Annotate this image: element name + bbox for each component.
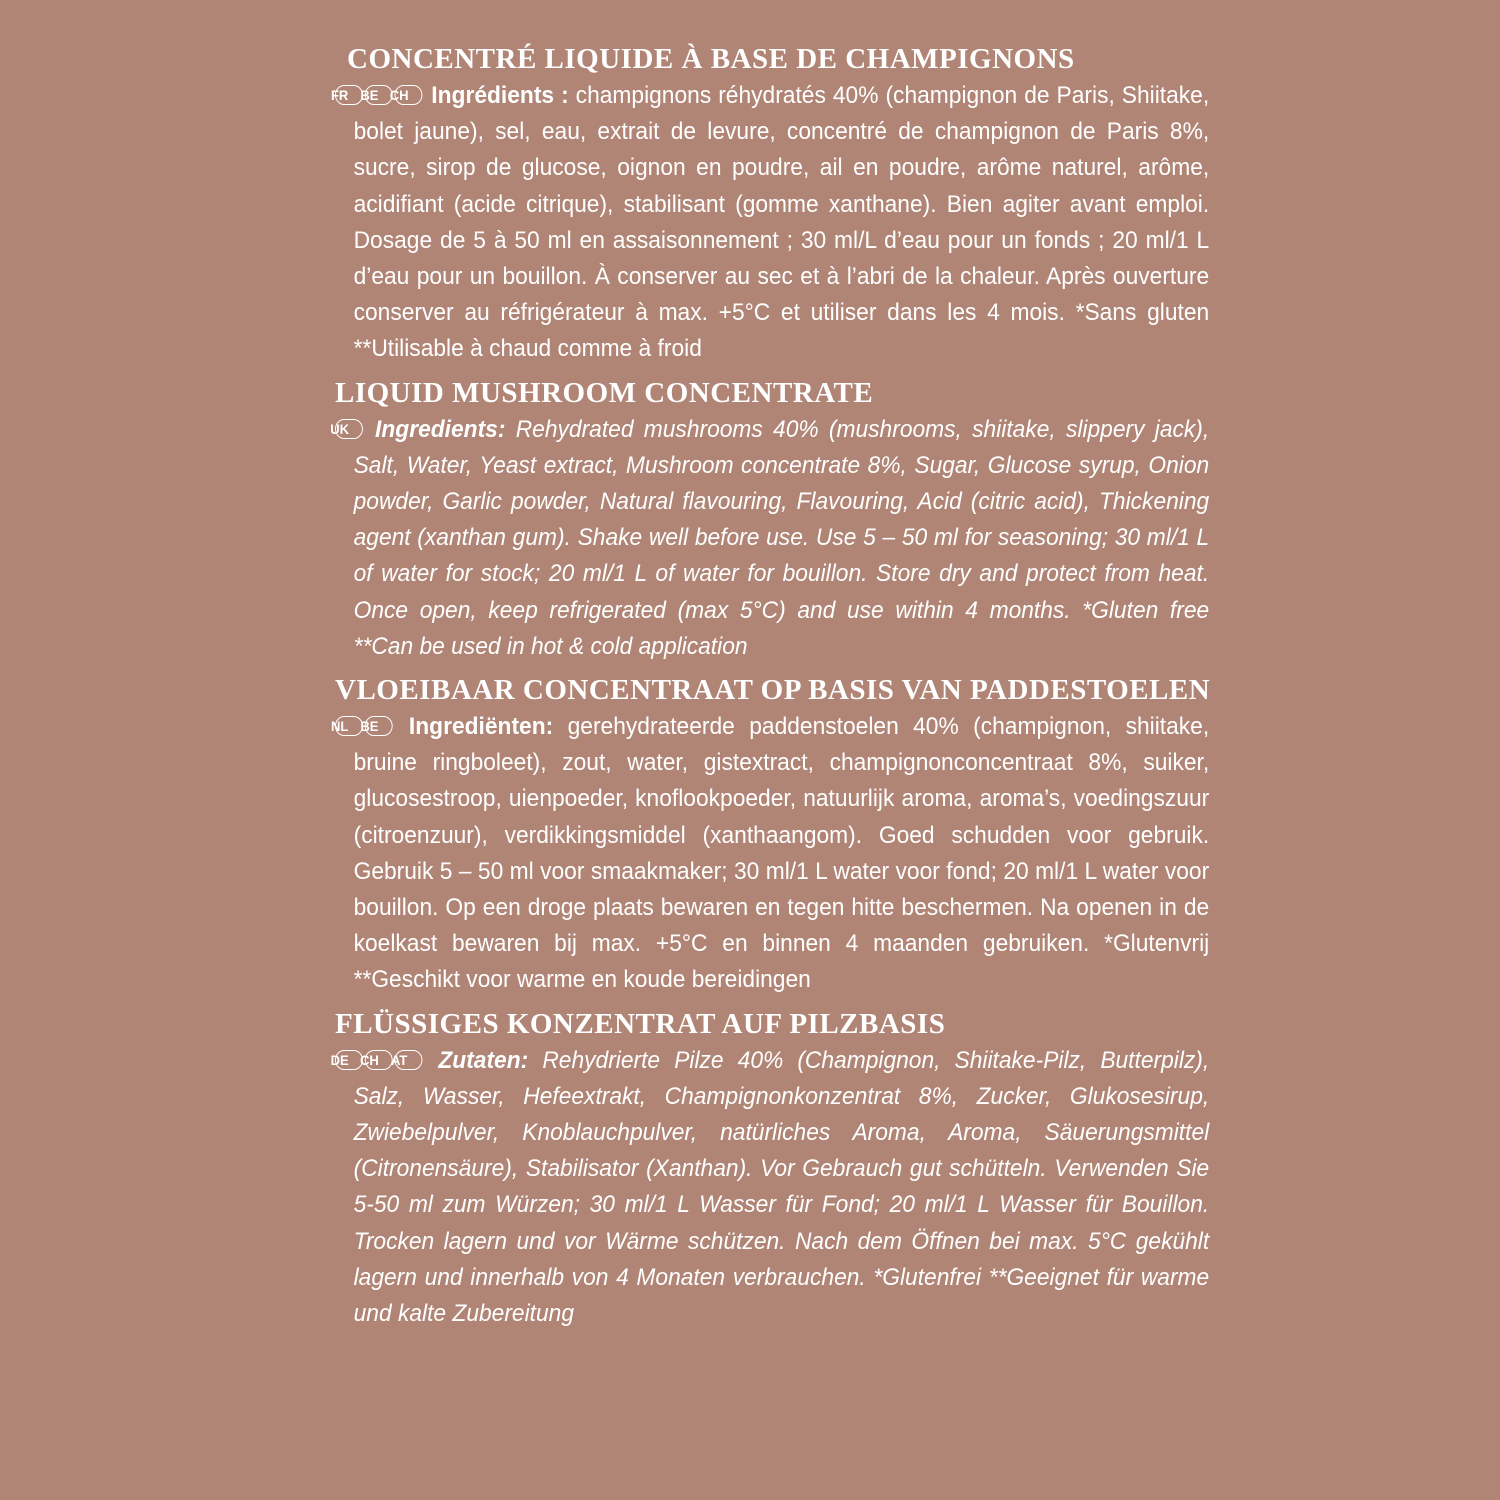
section-title: VLOEIBAAR CONCENTRAAT OP BASIS VAN PADDESTOELEN (335, 674, 1211, 707)
country-code-badge: CH (395, 85, 423, 105)
country-code-badge: DE (335, 1050, 363, 1070)
section-body (330, 78, 1210, 368)
section-dutch (330, 671, 1211, 999)
section-body (330, 412, 1210, 665)
section-french (330, 40, 1210, 368)
country-codes (330, 82, 424, 109)
country-code-badge: UK (335, 419, 363, 439)
ingredients-heading: Zutaten: (438, 1046, 529, 1074)
section-body (330, 1043, 1210, 1333)
section-title: LIQUID MUSHROOM CONCENTRATE (335, 376, 874, 409)
country-codes (330, 416, 365, 443)
ingredients-text: Rehydrated mushrooms 40% (mushrooms, shiitake, slippery jack), Salt, Water, Yeast extract, Mushroom concentrate 8%, Sugar, Glucose syrup, Onion powder, Garlic powder, Natural flavouring, Flavouring, Acid (citric acid), Thickening agent (xanthan gum). Shake well before use. Use 5 – 50 ml for seasoning; 30 ml/1 L of water for stock; 20 ml/1 L of water for bouillon. Store dry and protect from heat. Once open, keep refrigerated (max 5°C) and use within 4 months. *Gluten free **Can be used in hot & cold application (353, 415, 1210, 660)
ingredients-heading: Ingrédients : (431, 82, 569, 109)
country-codes (330, 1047, 424, 1074)
country-code-badge: AT (395, 1050, 423, 1070)
country-codes (330, 713, 395, 740)
ingredients-text: gerehydrateerde paddenstoelen 40% (champignon, shiitake, bruine ringboleet), zout, water, gistextract, champignonconcentraat 8%, suiker, glucosestroop, uienpoeder, knoflookpoeder, natuurlijk aroma, aroma’s, voedingszuur (citroenzuur), verdikkingsmiddel (xanthaangom). Goed schudden voor gebruik. Gebruik 5 – 50 ml voor smaakmaker; 30 ml/1 L water voor fond; 20 ml/1 L water voor bouillon. Op een droge plaats bewaren en tegen hitte beschermen. Na openen in de koelkast bewaren bij max. +5°C en binnen 4 maanden gebruiken. *Glutenvrij **Geschikt voor warme en koude bereidingen (353, 713, 1210, 994)
country-code-badge: FR (335, 85, 363, 105)
country-code-badge: BE (365, 716, 393, 736)
ingredients-text: champignons réhydratés 40% (champignon de Paris, Shiitake, bolet jaune), sel, eau, extrait de levure, concentré de champignon de Paris 8%, sucre, sirop de glucose, oignon en poudre, ail en poudre, arôme naturel, arôme, acidifiant (acide citrique), stabilisant (gomme xanthane). Bien agiter avant emploi. Dosage de 5 à 50 ml en assaisonnement ; 30 ml/L d’eau pour un fonds ; 20 ml/1 L d’eau pour un bouillon. À conserver au sec et à l’abri de la chaleur. Après ouverture conserver au réfrigérateur à max. +5°C et utiliser dans les 4 mois. *Sans gluten **Utilisable à chaud comme à froid (353, 82, 1210, 363)
ingredients-heading: Ingredients: (375, 415, 506, 443)
ingredients-heading: Ingrediënten: (408, 713, 554, 741)
ingredients-text: Rehydrierte Pilze 40% (Champignon, Shiitake-Pilz, Butterpilz), Salz, Wasser, Hefeextrakt, Champignonkonzentrat 8%, Zucker, Glukosesirup, Zwiebelpulver, Knoblauchpulver, natürliches Aroma, Aroma, Säuerungsmittel (Citronensäure), Stabilisator (Xanthan). Vor Gebrauch gut schütteln. Verwenden Sie 5-50 ml zum Würzen; 30 ml/1 L Wasser für Fond; 20 ml/1 L Wasser für Bouillon. Trocken lagern und vor Wärme schützen. Nach dem Öffnen bei max. 5°C gekühlt lagern und innerhalb von 4 Monaten verbrauchen. *Glutenfrei **Geeignet für warme und kalte Zubereitung (353, 1046, 1210, 1328)
section-german (330, 1005, 1210, 1333)
section-title: FLÜSSIGES KONZENTRAT AUF PILZBASIS (335, 1007, 946, 1040)
country-code-badge: BE (365, 85, 393, 105)
section-title: CONCENTRÉ LIQUIDE À BASE DE CHAMPIGNONS (347, 43, 1075, 75)
section-body (330, 709, 1210, 999)
section-english (330, 374, 1210, 665)
country-code-badge: CH (365, 1050, 393, 1070)
ingredients-label (330, 40, 1211, 1332)
country-code-badge: NL (335, 716, 363, 736)
